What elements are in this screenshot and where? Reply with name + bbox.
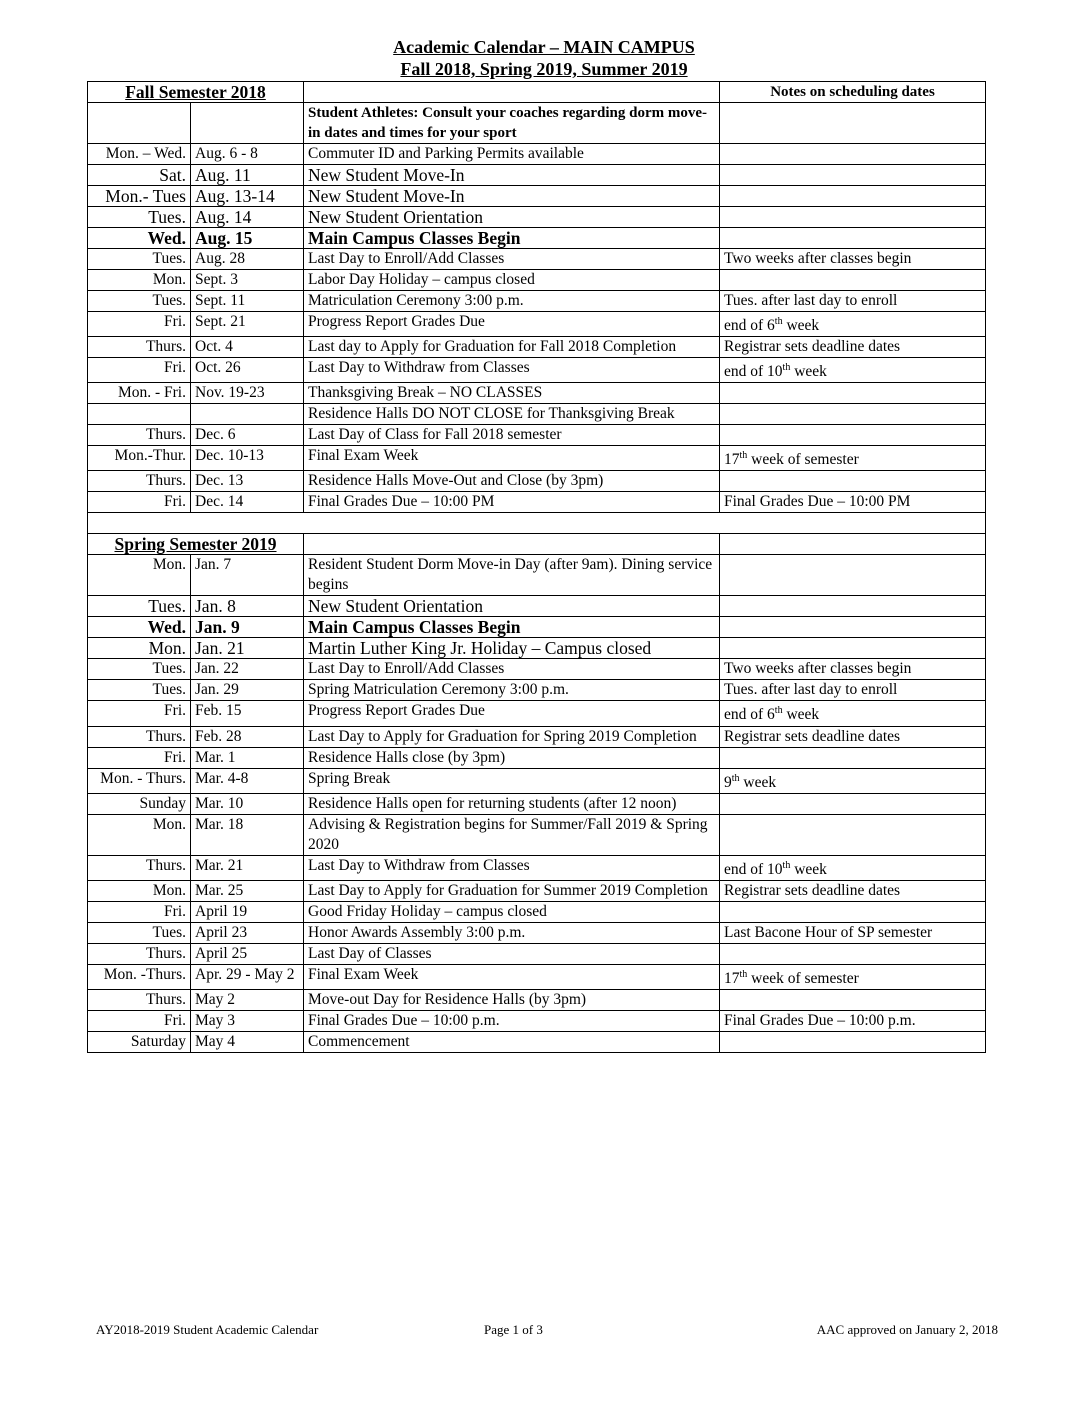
row-note [720,425,986,446]
row-date: Sept. 11 [191,291,304,312]
table-row [88,358,986,383]
row-note [720,404,986,425]
row-note [720,747,986,768]
row-day: Fri. [88,358,191,383]
row-date: Aug. 28 [191,249,304,270]
row-desc: Advising & Registration begins for Summer/Fall 2019 & Spring 2020 [304,814,720,855]
blank-cell [304,534,720,555]
table-row [88,701,986,726]
table-row [88,471,986,492]
row-day: Mon. – Wed. [88,144,191,165]
table-row [88,596,986,617]
table-row [88,814,986,855]
row-date: Dec. 10-13 [191,446,304,471]
row-day: Mon. - Thurs. [88,768,191,793]
fall-header-row [88,82,986,103]
row-day: Mon. [88,880,191,901]
row-desc: Final Exam Week [304,446,720,471]
footer-left: AY2018-2019 Student Academic Calendar [96,1322,319,1337]
row-date: Mar. 25 [191,880,304,901]
row-date: Oct. 26 [191,358,304,383]
table-row [88,337,986,358]
row-day: Mon. [88,555,191,596]
row-note [720,596,986,617]
fall-semester-label: Fall Semester 2018 [88,82,304,103]
row-date: Jan. 9 [191,617,304,638]
row-note [720,383,986,404]
row-desc: New Student Move-In [304,186,720,207]
table-row [88,383,986,404]
row-desc: Honor Awards Assembly 3:00 p.m. [304,922,720,943]
row-date: Mar. 18 [191,814,304,855]
row-note [720,270,986,291]
row-day: Mon.-Thur. [88,446,191,471]
table-row [88,291,986,312]
row-date: Jan. 29 [191,680,304,701]
row-date: Mar. 21 [191,855,304,880]
row-day: Fri. [88,901,191,922]
row-day: Thurs. [88,990,191,1011]
row-desc: Last Day to Enroll/Add Classes [304,249,720,270]
section-spacer [88,513,986,534]
row-date: Mar. 10 [191,793,304,814]
table-row [88,793,986,814]
row-desc: Commencement [304,1032,720,1053]
table-row [88,922,986,943]
blank-cell [191,103,304,144]
row-note: end of 10th week [720,358,986,383]
header-blank-cell [304,82,720,103]
row-desc: Last Day to Apply for Graduation for Summer 2019 Completion [304,880,720,901]
row-day: Wed. [88,617,191,638]
row-day: Fri. [88,312,191,337]
athletes-note: Student Athletes: Consult your coaches regarding dorm move-in dates and times for your sport [304,103,720,144]
row-desc: Residence Halls close (by 3pm) [304,747,720,768]
table-row [88,747,986,768]
row-note [720,186,986,207]
row-desc: Thanksgiving Break – NO CLASSES [304,383,720,404]
row-date: Jan. 22 [191,659,304,680]
table-row [88,943,986,964]
table-row [88,270,986,291]
row-date: Dec. 13 [191,471,304,492]
table-row [88,726,986,747]
row-note: Last Bacone Hour of SP semester [720,922,986,943]
row-date: Feb. 15 [191,701,304,726]
row-desc: Final Grades Due – 10:00 PM [304,492,720,513]
table-row [88,492,986,513]
row-note: end of 6th week [720,312,986,337]
row-note [720,207,986,228]
table-row [88,880,986,901]
row-note [720,165,986,186]
row-note: end of 10th week [720,855,986,880]
table-row [88,555,986,596]
table-row [88,165,986,186]
row-day: Tues. [88,249,191,270]
row-date: April 19 [191,901,304,922]
row-desc: Main Campus Classes Begin [304,228,720,249]
row-desc: Labor Day Holiday – campus closed [304,270,720,291]
row-desc: Last Day to Apply for Graduation for Spring 2019 Completion [304,726,720,747]
row-note [720,555,986,596]
row-note [720,617,986,638]
row-date: Jan. 8 [191,596,304,617]
row-date: April 23 [191,922,304,943]
row-desc: Last day to Apply for Graduation for Fall 2018 Completion [304,337,720,358]
row-note [720,638,986,659]
row-day: Saturday [88,1032,191,1053]
row-desc: Residence Halls Move-Out and Close (by 3pm) [304,471,720,492]
spacer-cell [88,513,986,534]
row-date: Aug. 14 [191,207,304,228]
row-date: Jan. 7 [191,555,304,596]
row-day: Tues. [88,291,191,312]
row-note [720,990,986,1011]
row-note: Final Grades Due – 10:00 p.m. [720,1011,986,1032]
table-row [88,990,986,1011]
row-day: Mon. - Fri. [88,383,191,404]
row-day: Fri. [88,747,191,768]
row-day: Mon.- Tues [88,186,191,207]
row-desc: Progress Report Grades Due [304,701,720,726]
table-row [88,638,986,659]
row-note [720,943,986,964]
row-date: Oct. 4 [191,337,304,358]
row-day: Mon. -Thurs. [88,964,191,989]
row-note [720,793,986,814]
row-day: Mon. [88,814,191,855]
row-day: Thurs. [88,726,191,747]
row-desc: Matriculation Ceremony 3:00 p.m. [304,291,720,312]
table-row [88,446,986,471]
row-desc: Last Day to Withdraw from Classes [304,358,720,383]
row-desc: Last Day to Withdraw from Classes [304,855,720,880]
row-date: Mar. 4-8 [191,768,304,793]
row-day [88,404,191,425]
row-date: Sept. 3 [191,270,304,291]
row-day: Tues. [88,680,191,701]
row-note: Two weeks after classes begin [720,249,986,270]
row-note [720,144,986,165]
athletes-row [88,103,986,144]
row-day: Sat. [88,165,191,186]
row-desc: Final Exam Week [304,964,720,989]
row-date [191,404,304,425]
row-note: Registrar sets deadline dates [720,337,986,358]
row-day: Thurs. [88,855,191,880]
table-row [88,659,986,680]
page-title: Academic Calendar – MAIN CAMPUS [393,37,695,57]
table-row [88,855,986,880]
table-row [88,207,986,228]
table-row [88,901,986,922]
row-date: Aug. 6 - 8 [191,144,304,165]
table-row [88,617,986,638]
row-desc: Progress Report Grades Due [304,312,720,337]
row-day: Tues. [88,596,191,617]
row-date: Nov. 19-23 [191,383,304,404]
row-note: end of 6th week [720,701,986,726]
row-note: 9th week [720,768,986,793]
blank-cell [720,103,986,144]
row-day: Mon. [88,638,191,659]
table-row [88,680,986,701]
table-row [88,186,986,207]
row-desc: New Student Orientation [304,207,720,228]
blank-cell [720,534,986,555]
table-row [88,249,986,270]
row-date: May 3 [191,1011,304,1032]
row-note: 17th week of semester [720,964,986,989]
row-day: Mon. [88,270,191,291]
row-note: Two weeks after classes begin [720,659,986,680]
row-date: April 25 [191,943,304,964]
row-desc: Spring Break [304,768,720,793]
row-day: Tues. [88,922,191,943]
row-date: Dec. 14 [191,492,304,513]
table-row [88,144,986,165]
table-row [88,1011,986,1032]
blank-cell [88,103,191,144]
row-day: Fri. [88,701,191,726]
row-desc: Last Day of Classes [304,943,720,964]
row-note [720,814,986,855]
row-date: Feb. 28 [191,726,304,747]
table-row [88,425,986,446]
row-note: 17th week of semester [720,446,986,471]
row-note [720,901,986,922]
row-desc: Good Friday Holiday – campus closed [304,901,720,922]
row-desc: Main Campus Classes Begin [304,617,720,638]
row-note: Registrar sets deadline dates [720,726,986,747]
row-desc: Residence Halls open for returning students (after 12 noon) [304,793,720,814]
row-desc: New Student Orientation [304,596,720,617]
row-note [720,228,986,249]
spring-header-row [88,534,986,555]
row-day: Thurs. [88,943,191,964]
row-date: Aug. 15 [191,228,304,249]
row-note: Registrar sets deadline dates [720,880,986,901]
row-date: Mar. 1 [191,747,304,768]
row-day: Fri. [88,1011,191,1032]
row-day: Wed. [88,228,191,249]
row-desc: Move-out Day for Residence Halls (by 3pm) [304,990,720,1011]
row-desc: Last Day to Enroll/Add Classes [304,659,720,680]
table-row [88,312,986,337]
footer-page-number: Page 1 of 3 [484,1322,543,1337]
row-desc: Commuter ID and Parking Permits available [304,144,720,165]
row-day: Sunday [88,793,191,814]
row-date: Apr. 29 - May 2 [191,964,304,989]
row-day: Thurs. [88,471,191,492]
row-note [720,471,986,492]
page-subtitle: Fall 2018, Spring 2019, Summer 2019 [400,59,688,79]
row-date: May 4 [191,1032,304,1053]
row-date: Jan. 21 [191,638,304,659]
calendar-table [87,81,986,1053]
table-row [88,1032,986,1053]
row-desc: Residence Halls DO NOT CLOSE for Thanksgiving Break [304,404,720,425]
row-day: Fri. [88,492,191,513]
notes-header: Notes on scheduling dates [720,82,986,103]
row-desc: New Student Move-In [304,165,720,186]
table-row [88,404,986,425]
row-day: Tues. [88,207,191,228]
row-day: Tues. [88,659,191,680]
row-note: Tues. after last day to enroll [720,291,986,312]
table-row [88,228,986,249]
row-note [720,1032,986,1053]
footer-approval: AAC approved on January 2, 2018 [816,1322,998,1337]
table-row [88,768,986,793]
row-desc: Martin Luther King Jr. Holiday – Campus closed [304,638,720,659]
table-row [88,964,986,989]
row-date: Sept. 21 [191,312,304,337]
row-note: Final Grades Due – 10:00 PM [720,492,986,513]
row-date: May 2 [191,990,304,1011]
row-day: Thurs. [88,425,191,446]
row-date: Aug. 11 [191,165,304,186]
row-desc: Spring Matriculation Ceremony 3:00 p.m. [304,680,720,701]
spring-semester-label: Spring Semester 2019 [88,534,304,555]
row-date: Dec. 6 [191,425,304,446]
row-desc: Last Day of Class for Fall 2018 semester [304,425,720,446]
row-note: Tues. after last day to enroll [720,680,986,701]
row-day: Thurs. [88,337,191,358]
row-desc: Final Grades Due – 10:00 p.m. [304,1011,720,1032]
row-date: Aug. 13-14 [191,186,304,207]
row-desc: Resident Student Dorm Move-in Day (after 9am). Dining service begins [304,555,720,596]
